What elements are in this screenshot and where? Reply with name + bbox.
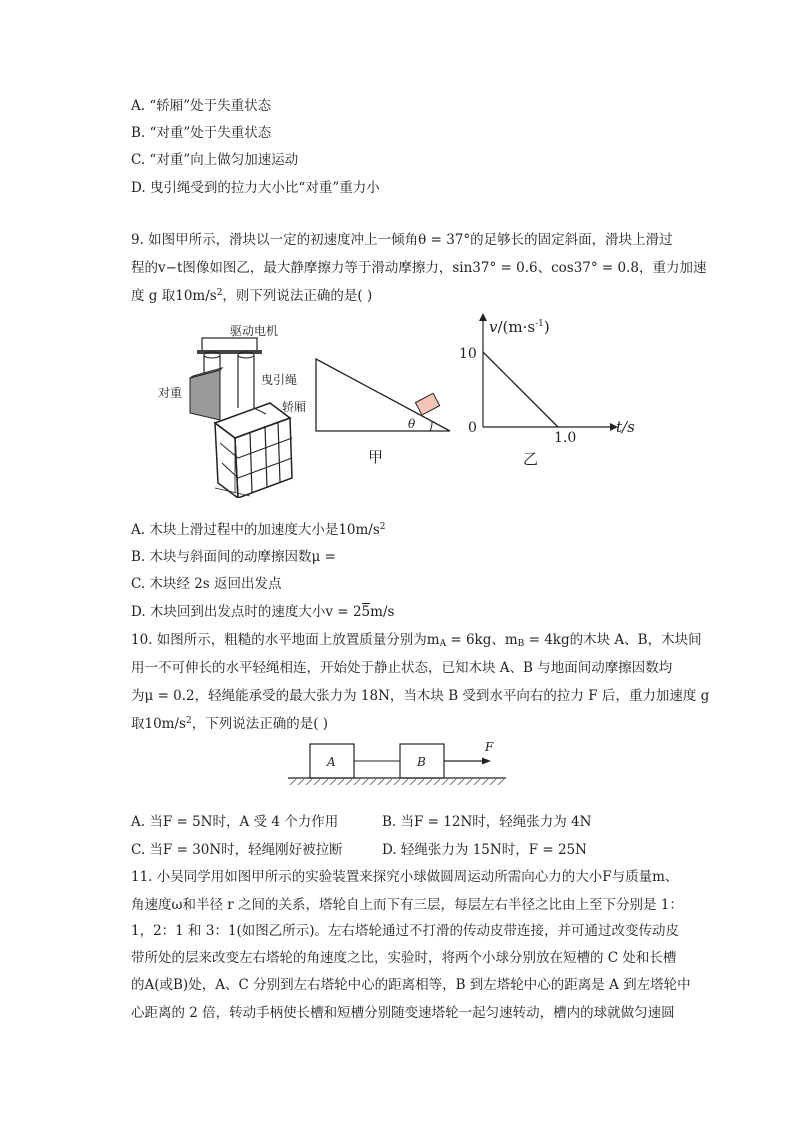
rope-label: 曳引绳: [261, 373, 298, 387]
theta-label: θ: [408, 417, 416, 431]
blocks-figure: [286, 738, 508, 790]
q9-stem-line3: 度 g 取$10m/s^2$，则下列说法正确的是( ): [131, 288, 373, 304]
x-tick-1: 1.0: [554, 430, 577, 446]
force-label: F: [485, 740, 494, 754]
q10-stem-line4: 取$10m/s^2$，下列说法正确的是( ): [131, 716, 329, 732]
counterweight-label: 对重: [158, 386, 183, 400]
jia-caption: 甲: [368, 448, 384, 466]
q8-option-a: A. “轿厢”处于失重状态: [131, 98, 272, 114]
q11-stem-line4: 带所处的层来改变左右塔轮的角速度之比，实验时，将两个小球分别放在短槽的 C 处和长槽: [131, 950, 677, 966]
q10-option-d: D. 轻绳张力为 15N时，F = 25N: [382, 842, 587, 858]
q11-stem-line3: 1，2：1 和 3：1(如图乙所示)。左右塔轮通过不打滑的传动皮带连接，并可通过改变传动皮: [131, 923, 680, 939]
x-axis-label: t/s: [616, 418, 635, 436]
q9-option-a: A. 木块上滑过程中的加速度大小是$10m/s^2$: [131, 522, 386, 538]
q10-option-b: B. 当F = 12N时，轻绳张力为 4N: [382, 814, 592, 830]
q11-stem-line1: 11. 小吴同学用如图甲所示的实验装置来探究小球做圆周运动所需向心力的大小F与质量m、: [131, 869, 679, 885]
q9-option-d: D. 木块回到出发点时的速度大小v = 25m/s: [131, 604, 395, 620]
q11-stem-line5: 的A(或B)处，A、C 分别到左右塔轮中心的距离相等，B 到左塔轮中心的距离是 A 到左塔轮中: [131, 977, 691, 993]
q11-stem-line2: 角速度ω和半径 r 之间的关系，塔轮自上而下有三层，每层左右半径之比由上至下分别是 1：: [131, 897, 683, 913]
q9-option-c: C. 木块经 2s 返回出发点: [131, 576, 282, 592]
q8-option-b: B. “对重”处于失重状态: [131, 125, 272, 141]
q10-option-c: C. 当F = 30N时，轻绳刚好被拉断: [131, 842, 343, 858]
q9-option-b: B. 木块与斜面间的动摩擦因数μ =: [131, 549, 336, 565]
y-axis-label: $v/(m\cdot s^{-1})$: [489, 318, 550, 336]
elevator-figure: [150, 318, 310, 498]
origin-label: 0: [468, 420, 477, 436]
q10-option-a: A. 当F = 5N时，A 受 4 个力作用: [131, 814, 339, 830]
q8-option-d: D. 曳引绳受到的拉力大小比“对重”重力小: [131, 180, 380, 196]
q10-stem-line2: 用一不可伸长的水平轻绳相连，开始处于静止状态，已知木块 A、B 与地面间动摩擦因数均: [131, 660, 673, 676]
vt-chart: [455, 312, 645, 472]
block-b-label: B: [417, 755, 426, 769]
q11-stem-line6: 心距离的 2 倍，转动手柄使长槽和短槽分别随变速塔轮一起匀速转动，槽内的球就做匀速圆: [131, 1005, 675, 1021]
q10-stem-line3: 为μ = 0.2，轻绳能承受的最大张力为 18N，当木块 B 受到水平向右的拉力 F 后，重力加速度 g: [131, 688, 710, 704]
q9-stem-line1: 9. 如图甲所示，滑块以一定的初速度冲上一倾角θ = 37°的足够长的固定斜面，滑块上滑过: [131, 232, 673, 248]
y-tick-10: 10: [459, 346, 477, 362]
motor-label: 驱动电机: [230, 324, 279, 338]
cabin-label: 轿厢: [282, 400, 307, 414]
q10-stem-line1: 10. 如图所示，粗糙的水平地面上放置质量分别为$m_A = 6kg$、$m_B = 4kg$的木块 A、B，木块间: [131, 632, 702, 649]
velocity-series-line: [483, 352, 558, 427]
block-a-label: A: [327, 755, 336, 769]
incline-figure: [312, 355, 457, 470]
q9-stem-line2: 程的v−t图像如图乙，最大静摩擦力等于滑动摩擦力，sin37° = 0.6、cos37° = 0.8，重力加速: [131, 260, 707, 276]
yi-caption: 乙: [523, 450, 539, 468]
q8-option-c: C. “对重”向上做匀加速运动: [131, 152, 299, 168]
